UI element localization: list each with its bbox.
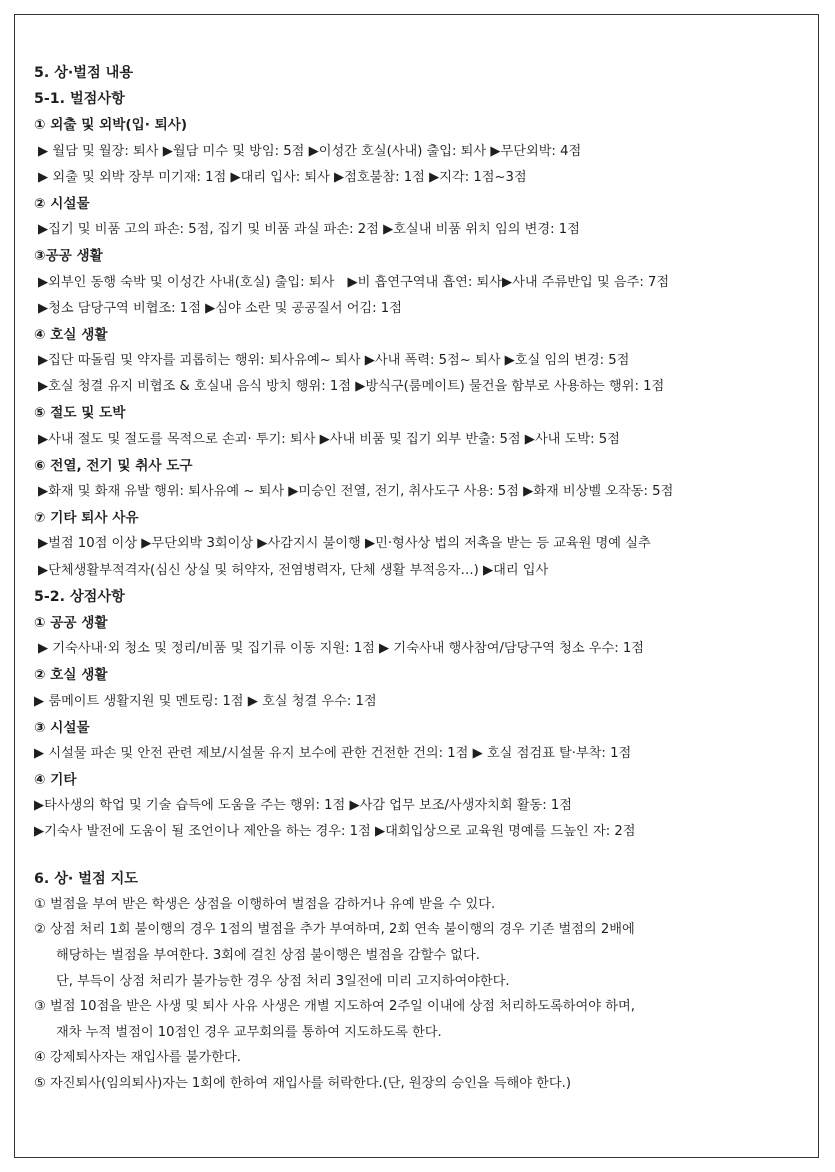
guidance-item: ④ 강제퇴사자는 재입사를 불가한다. [34, 1050, 241, 1066]
spacer [34, 846, 804, 866]
group-heading: ④ 기타 [34, 772, 77, 789]
group-heading: ⑦ 기타 퇴사 사유 [34, 510, 139, 527]
guidance-item: ① 벌점을 부여 받은 학생은 상점을 이행하여 벌점을 감하거나 유예 받을 수 있다. [34, 896, 496, 912]
rule-line: ▶집단 따돌림 및 약자를 괴롭히는 행위: 퇴사유예~ 퇴사 ▶사내 폭력: 5점~ 퇴사 ▶호실 임의 변경: 5점 [38, 353, 630, 369]
penalty-group-other [34, 505, 804, 584]
section-5-1-title: 5-1. 벌점사항 [34, 91, 125, 108]
rule-line: ▶사내 절도 및 절도를 목적으로 손괴· 투기: 퇴사 ▶사내 비품 및 집기 외부 반출: 5점 ▶사내 도박: 5점 [38, 431, 620, 447]
rule-line: ▶단체생활부적격자(심신 상실 및 허약자, 전염병력자, 단체 생활 부적응자…) ▶대리 입사 [38, 562, 549, 578]
penalty-group-theft [34, 400, 804, 452]
rule-line: ▶호실 청결 유지 비협조 & 호실내 음식 방치 행위: 1점 ▶방식구(룸메이트) 물건을 함부로 사용하는 행위: 1점 [38, 379, 665, 395]
rule-line: ▶벌점 10점 이상 ▶무단외박 3회이상 ▶사감지시 불이행 ▶민·형사상 법의 저촉을 받는 등 교육원 명예 실추 [38, 536, 651, 552]
guidance-list [34, 892, 804, 1097]
rule-line: ▶청소 담당구역 비협조: 1점 ▶심야 소란 및 공공질서 어김: 1점 [38, 300, 402, 316]
rule-line: ▶화재 및 화재 유발 행위: 퇴사유예 ~ 퇴사 ▶미승인 전열, 전기, 취사도구 사용: 5점 ▶화재 비상벨 오작동: 5점 [38, 484, 674, 499]
group-heading: ② 시설물 [34, 195, 90, 212]
section-5-title: 5. 상·벌점 내용 [34, 65, 134, 81]
guidance-item: ⑤ 자진퇴사(임의퇴사)자는 1회에 한하여 재입사를 허락한다.(단, 원장의 승인을 득해야 한다.) [34, 1075, 571, 1091]
rule-line: ▶ 외출 및 외박 장부 미기재: 1점 ▶대리 입사: 퇴사 ▶점호불참: 1점 ▶지각: 1점~3점 [38, 169, 527, 185]
rule-line: ▶ 시설물 파손 및 안전 관련 제보/시설물 유지 보수에 관한 건전한 건의: 1점 ▶ 호실 점검표 탈·부착: 1점 [34, 745, 632, 761]
group-heading: ③공공 생활 [34, 248, 103, 265]
group-heading: ④ 호실 생활 [34, 326, 108, 343]
document-body [34, 60, 804, 1097]
penalty-group-outing [34, 112, 804, 191]
rule-line: ▶ 월담 및 월장: 퇴사 ▶월담 미수 및 방임: 5점 ▶이성간 호실(사내) 출입: 퇴사 ▶무단외박: 4점 [38, 143, 582, 159]
merit-group-public-life [34, 610, 804, 662]
guidance-item-continued: 해당하는 벌점을 부여한다. 3회에 걸친 상점 불이행은 벌점을 감할수 없다. [56, 948, 480, 963]
guidance-item: ③ 벌점 10점을 받은 사생 및 퇴사 사유 사생은 개별 지도하여 2주일 이내에 상점 처리하도록하여야 하며, [34, 999, 635, 1015]
group-heading: ① 외출 및 외박(입· 퇴사) [34, 117, 188, 134]
rule-line: ▶집기 및 비품 고의 파손: 5점, 집기 및 비품 과실 파손: 2점 ▶호실내 비품 위치 임의 변경: 1점 [38, 222, 580, 238]
penalty-group-room-life [34, 322, 804, 401]
penalty-group-public-life [34, 243, 804, 322]
merit-group-other [34, 767, 804, 846]
guidance-item: ② 상점 처리 1회 불이행의 경우 1점의 벌점을 추가 부여하며, 2회 연속 불이행의 경우 기존 벌점의 2배에 [34, 922, 635, 938]
group-heading: ① 공공 생활 [34, 614, 108, 631]
merit-group-facilities [34, 715, 804, 767]
group-heading: ⑥ 전열, 전기 및 취사 도구 [34, 457, 193, 474]
group-heading: ⑤ 절도 및 도박 [34, 405, 126, 422]
merit-group-room-life [34, 662, 804, 714]
rule-line: ▶타사생의 학업 및 기술 습득에 도움을 주는 행위: 1점 ▶사감 업무 보조/사생자치회 활동: 1점 [34, 798, 573, 814]
rule-line: ▶ 룸메이트 생활지원 및 멘토링: 1점 ▶ 호실 청결 우수: 1점 [34, 693, 377, 709]
rule-line: ▶기숙사 발전에 도움이 될 조언이나 제안을 하는 경우: 1점 ▶대회입상으로 교육원 명예를 드높인 자: 2점 [34, 824, 636, 840]
penalty-group-facilities [34, 191, 804, 243]
group-heading: ② 호실 생활 [34, 667, 108, 684]
section-5-2-title: 5-2. 상점사항 [34, 588, 125, 605]
guidance-item-continued: 재차 누적 벌점이 10점인 경우 교무회의를 통하여 지도하도록 한다. [56, 1024, 442, 1040]
rule-line: ▶외부인 동행 숙박 및 이성간 사내(호실) 출입: 퇴사 ▶비 흡연구역내 흡연: 퇴사▶사내 주류반입 및 음주: 7점 [38, 274, 670, 290]
penalty-group-electric [34, 453, 804, 505]
section-6-title: 6. 상· 벌점 지도 [34, 870, 138, 887]
guidance-item-continued: 단, 부득이 상점 처리가 불가능한 경우 상점 처리 3일전에 미리 고지하여야한다. [56, 973, 510, 989]
group-heading: ③ 시설물 [34, 719, 90, 736]
rule-line: ▶ 기숙사내·외 청소 및 정리/비품 및 집기류 이동 지원: 1점 ▶ 기숙사내 행사참여/담당구역 청소 우수: 1점 [38, 641, 644, 657]
